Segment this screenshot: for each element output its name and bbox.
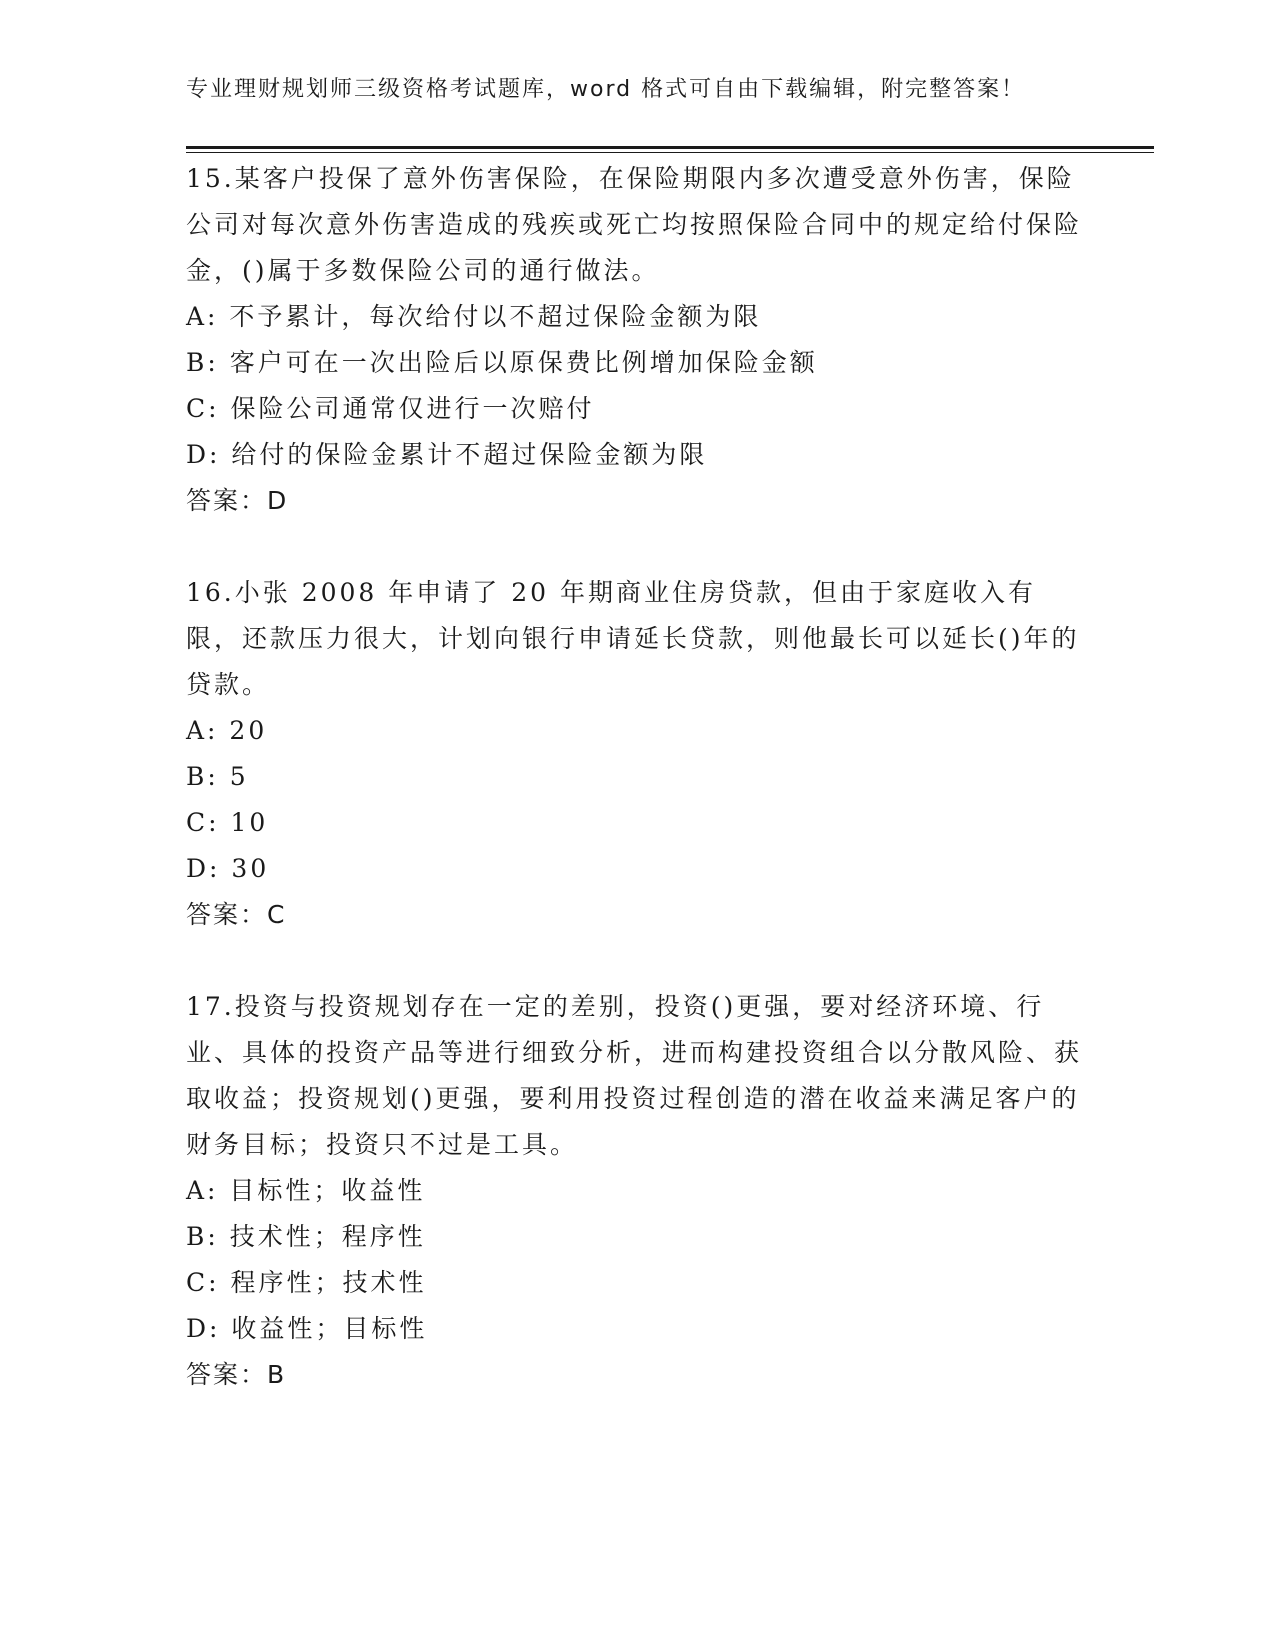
option-b: B: 客户可在一次出险后以原保费比例增加保险金额 [186, 348, 818, 377]
question-16 [186, 570, 1086, 938]
option-a: A: 目标性；收益性 [186, 1176, 426, 1205]
answer: 答案：B [186, 1360, 287, 1389]
option-d: D: 30 [186, 854, 270, 883]
question-17 [186, 984, 1086, 1398]
header-divider-thin [186, 152, 1154, 153]
option-b: B: 5 [186, 762, 249, 791]
option-a: A: 不予累计，每次给付以不超过保险金额为限 [186, 302, 762, 331]
option-a: A: 20 [186, 716, 268, 745]
question-stem: 16.小张 2008 年申请了 20 年期商业住房贷款，但由于家庭收入有限，还款压力很大，计划向银行申请延长贷款，则他最长可以延长()年的贷款。 [186, 578, 1080, 699]
question-stem: 17.投资与投资规划存在一定的差别，投资()更强，要对经济环境、行业、具体的投资产品等进行细致分析，进而构建投资组合以分散风险、获取收益；投资规划()更强，要利用投资过程创造的潜在收益来满足客户的财务目标；投资只不过是工具。 [186, 992, 1083, 1159]
option-d: D: 给付的保险金累计不超过保险金额为限 [186, 440, 708, 469]
spacer [186, 524, 1086, 570]
question-15 [186, 156, 1086, 524]
option-c: C: 10 [186, 808, 269, 837]
option-b: B: 技术性；程序性 [186, 1222, 426, 1251]
header-divider-thick [186, 146, 1154, 149]
question-stem: 15.某客户投保了意外伤害保险，在保险期限内多次遭受意外伤害，保险公司对每次意外伤害造成的残疾或死亡均按照保险合同中的规定给付保险金，()属于多数保险公司的通行做法。 [186, 164, 1083, 285]
question-list [186, 156, 1086, 1398]
answer: 答案：C [186, 900, 287, 929]
option-d: D: 收益性；目标性 [186, 1314, 428, 1343]
spacer [186, 938, 1086, 984]
option-c: C: 程序性；技术性 [186, 1268, 427, 1297]
page-header: 专业理财规划师三级资格考试题库，word 格式可自由下载编辑，附完整答案！ [186, 77, 1026, 102]
option-c: C: 保险公司通常仅进行一次赔付 [186, 394, 595, 423]
answer: 答案：D [186, 486, 289, 515]
